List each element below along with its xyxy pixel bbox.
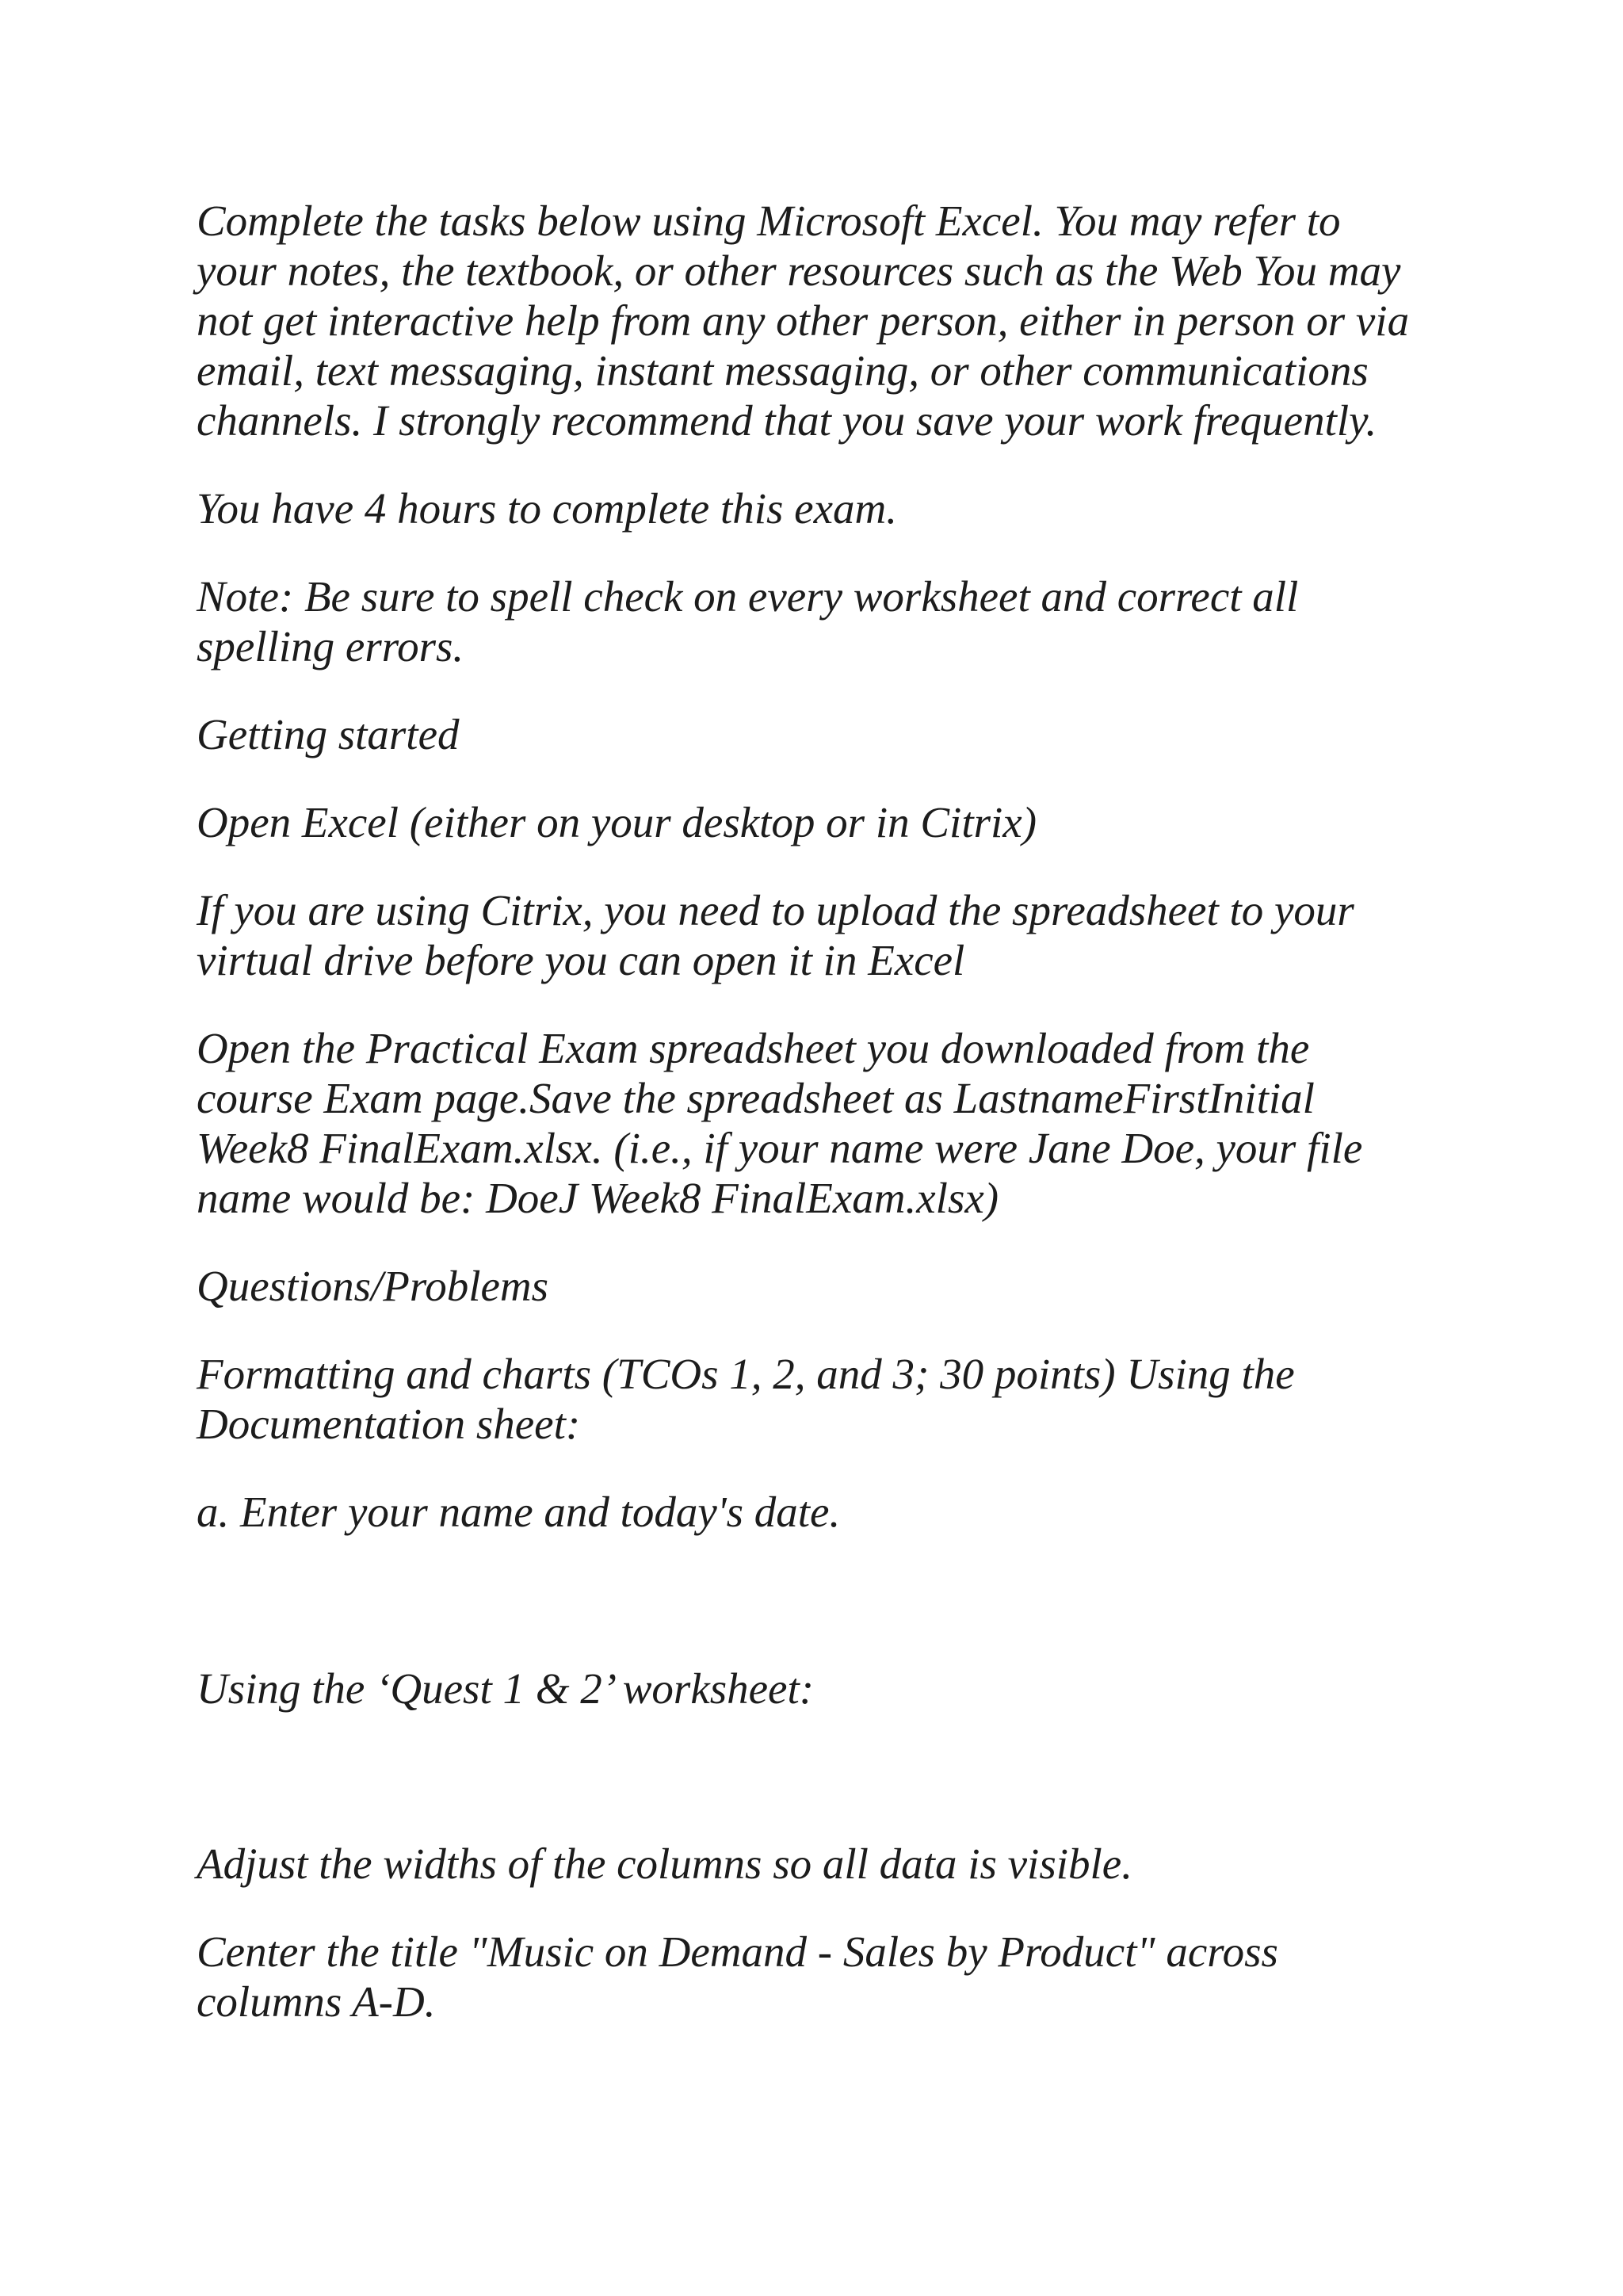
text-line: Using the ‘Quest 1 & 2’ worksheet: xyxy=(197,1664,815,1713)
intro-paragraph xyxy=(197,196,1465,445)
getting-started-heading xyxy=(197,709,1465,759)
column-width-task xyxy=(197,1839,1465,1889)
text-line: Complete the tasks below using Microsoft Excel. You may refer to xyxy=(197,197,1341,245)
document-page xyxy=(197,196,1465,2065)
text-line: Open the Practical Exam spreadsheet you downloaded from the xyxy=(197,1024,1310,1072)
text-line: You have 4 hours to complete this exam. xyxy=(197,484,897,533)
text-line: virtual drive before you can open it in Excel xyxy=(197,936,965,984)
questions-heading xyxy=(197,1261,1465,1311)
text-line: spelling errors. xyxy=(197,622,464,670)
text-line: not get interactive help from any other person, either in person or via xyxy=(197,296,1410,345)
task-a-paragraph xyxy=(197,1487,1465,1537)
worksheet-intro-paragraph xyxy=(197,1664,1465,1713)
time-limit-paragraph xyxy=(197,483,1465,533)
text-line: channels. I strongly recommend that you save your work frequently. xyxy=(197,396,1377,445)
save-file-paragraph xyxy=(197,1023,1465,1223)
text-line: If you are using Citrix, you need to upload the spreadsheet to your xyxy=(197,886,1354,934)
text-line: Formatting and charts (TCOs 1, 2, and 3; 30 points) Using the xyxy=(197,1350,1295,1398)
open-excel-paragraph xyxy=(197,797,1465,847)
text-line: Center the title "Music on Demand - Sales by Product" across xyxy=(197,1927,1278,1976)
text-line: Open Excel (either on your desktop or in Citrix) xyxy=(197,798,1037,846)
text-line: email, text messaging, instant messaging, or other communications xyxy=(197,346,1369,395)
text-line: Documentation sheet: xyxy=(197,1400,581,1448)
text-line: columns A-D. xyxy=(197,1977,436,2026)
text-line: Adjust the widths of the columns so all data is visible. xyxy=(197,1839,1132,1888)
text-line: Getting started xyxy=(197,710,460,758)
text-line: Week8 FinalExam.xlsx. (i.e., if your name were Jane Doe, your file xyxy=(197,1124,1363,1172)
text-line: a. Enter your name and today's date. xyxy=(197,1488,841,1536)
spell-check-note xyxy=(197,571,1465,671)
text-line: your notes, the textbook, or other resources such as the Web You may xyxy=(197,246,1401,295)
citrix-paragraph xyxy=(197,885,1465,985)
center-title-task xyxy=(197,1927,1465,2027)
formatting-charts-paragraph xyxy=(197,1349,1465,1449)
text-line: name would be: DoeJ Week8 FinalExam.xlsx) xyxy=(197,1174,999,1222)
text-line: Note: Be sure to spell check on every worksheet and correct all xyxy=(197,572,1299,621)
text-line: course Exam page.Save the spreadsheet as LastnameFirstInitial xyxy=(197,1074,1315,1122)
text-line: Questions/Problems xyxy=(197,1262,549,1310)
